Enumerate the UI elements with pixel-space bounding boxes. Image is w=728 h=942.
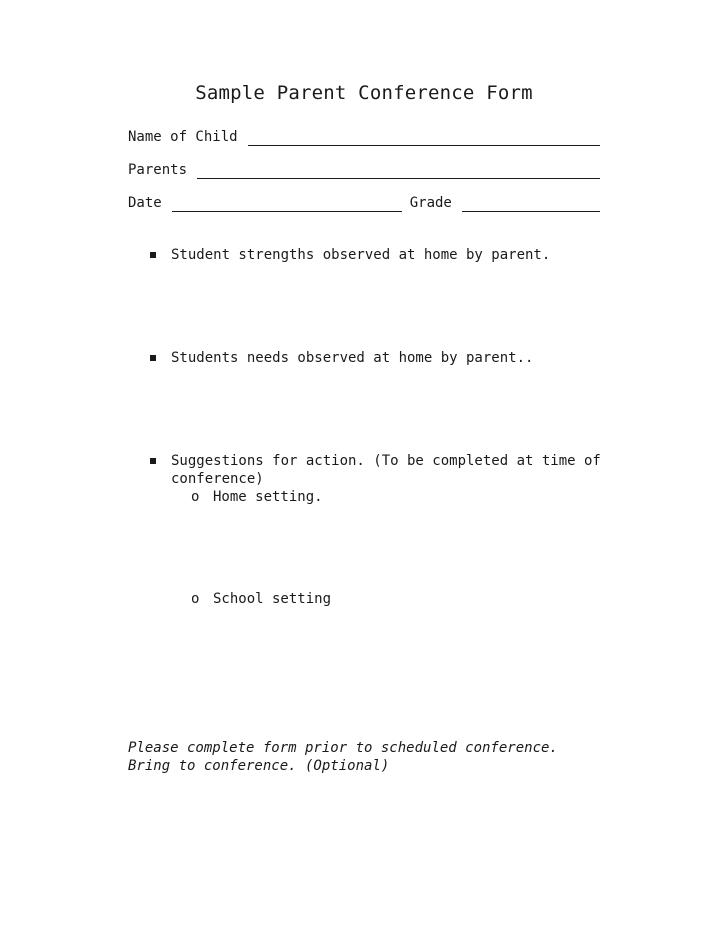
circle-bullet-icon: o [191,489,200,505]
sub-item-text: Home setting. [213,489,323,505]
name-of-child-row [128,126,600,146]
date-label: Date [128,195,162,211]
square-bullet-icon [150,252,156,258]
list-item-text: Students needs observed at home by parent.. [171,350,534,366]
name-of-child-blank[interactable] [248,129,600,146]
form-title: Sample Parent Conference Form [195,82,533,104]
list-item-text: Student strengths observed at home by parent. [171,247,551,263]
parents-blank[interactable] [197,162,600,179]
parents-row [128,159,600,179]
square-bullet-icon [150,355,156,361]
name-of-child-label: Name of Child [128,129,238,145]
sub-item-home-setting [191,488,323,506]
date-grade-row [128,192,600,212]
sub-item-text: School setting [213,591,332,607]
circle-bullet-icon: o [191,591,200,607]
date-blank[interactable] [172,195,402,212]
grade-blank[interactable] [462,195,600,212]
footer-note: Please complete form prior to scheduled conference. Bring to conference. (Optional) [128,740,558,774]
sub-item-school-setting [191,590,331,608]
square-bullet-icon [150,458,156,464]
grade-label: Grade [409,195,452,211]
list-item-text: Suggestions for action. (To be completed at time of conference) [171,453,610,487]
parents-label: Parents [128,162,188,178]
